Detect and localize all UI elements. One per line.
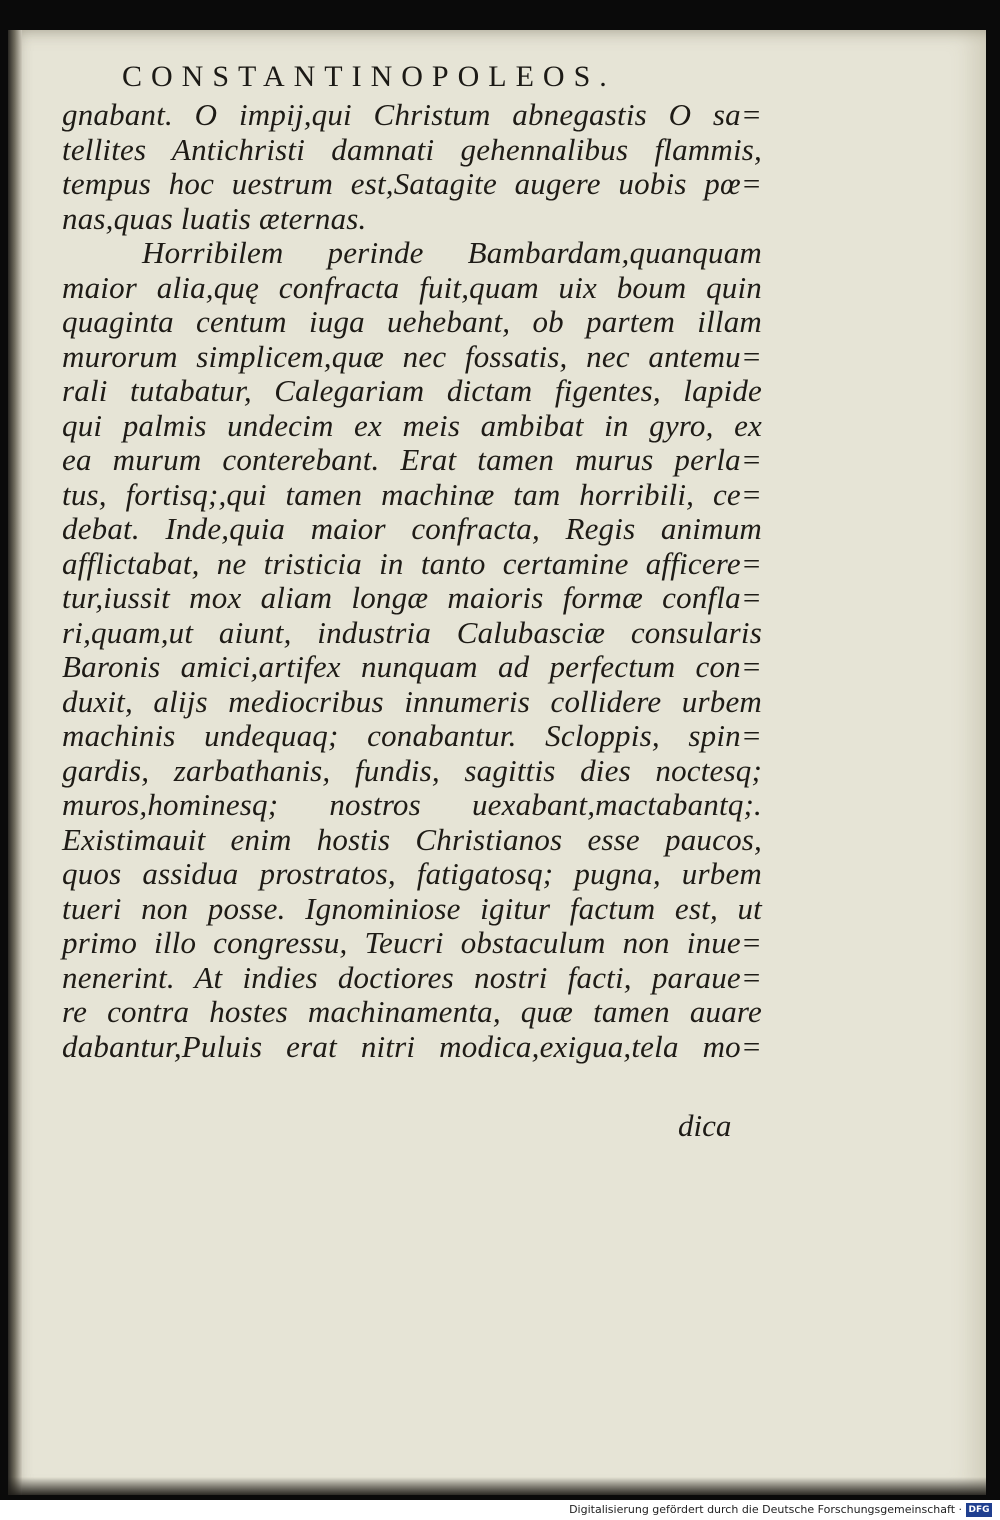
running-head: CONSTANTINOPOLEOS. (122, 60, 616, 93)
text-line: maior alia,quę confracta fuit,quam uix boum quin (62, 269, 762, 305)
text-line: ea murum conterebant. Erat tamen murus perla= (62, 442, 762, 477)
text-line: qui palmis undecim ex meis ambibat in gyro, ex (62, 407, 762, 443)
text-line: quos assidua prostratos, fatigatosq; pugna, urbem (62, 856, 762, 891)
text-line: Horribilem perinde Bambardam,quanquam (142, 235, 762, 270)
footer-credit: Digitalisierung gefördert durch die Deutsche Forschungsgemeinschaft · (569, 1503, 962, 1516)
text-line: tempus hoc uestrum est,Satagite augere uobis pœ= (62, 166, 762, 201)
text-line: primo illo congressu, Teucri obstaculum non inue= (62, 925, 762, 960)
text-line: gardis, zarbathanis, fundis, sagittis dies noctesq; (62, 752, 762, 788)
text-line: Existimauit enim hostis Christianos esse paucos, (62, 821, 762, 857)
text-line: tus, fortisq;,qui tamen machinæ tam horribili, ce= (62, 476, 762, 512)
text-line: nas,quas luatis æternas. (62, 200, 367, 236)
text-line: tur,iussit mox aliam longæ maioris formæ confla= (62, 580, 762, 615)
text-line: re contra hostes machinamenta, quæ tamen auare (62, 994, 762, 1029)
text-line: afflictabat, ne tristicia in tanto certamine afficere= (62, 545, 762, 581)
text-line: Baronis amici,artifex nunquam ad perfectum con= (62, 649, 762, 684)
text-line: rali tutabatur, Calegariam dictam figentes, lapide (62, 373, 762, 408)
text-line: tueri non posse. Ignominiose igitur factum est, ut (62, 890, 762, 926)
text-line: ri,quam,ut aiunt, industria Calubasciæ consularis (62, 614, 762, 650)
text-line: nenerint. At indies doctiores nostri facti, paraue= (62, 959, 762, 995)
page-gutter-shadow (8, 30, 22, 1495)
text-line: gnabant. O impij,qui Christum abnegastis O sa= (62, 97, 762, 132)
text-line: machinis undequaq; conabantur. Scloppis, spin= (62, 718, 762, 753)
dfg-logo-icon: DFG (966, 1503, 992, 1517)
text-line: debat. Inde,quia maior confracta, Regis animum (62, 511, 762, 546)
text-line: quaginta centum iuga uehebant, ob partem illam (62, 304, 762, 339)
text-line: murorum simplicem,quæ nec fossatis, nec antemu= (62, 338, 762, 374)
text-line: duxit, alijs mediocribus innumeris collidere urbem (62, 683, 762, 719)
body-text (62, 98, 762, 1064)
catchword: dica (678, 1108, 732, 1143)
text-line: tellites Antichristi damnati gehennalibus flammis, (62, 131, 762, 167)
text-line: muros,hominesq; nostros uexabant,mactabantq;. (62, 787, 762, 822)
text-line: dabantur,Puluis erat nitri modica,exigua,tela mo= (62, 1028, 762, 1064)
page-bottom-edge (8, 1477, 986, 1495)
